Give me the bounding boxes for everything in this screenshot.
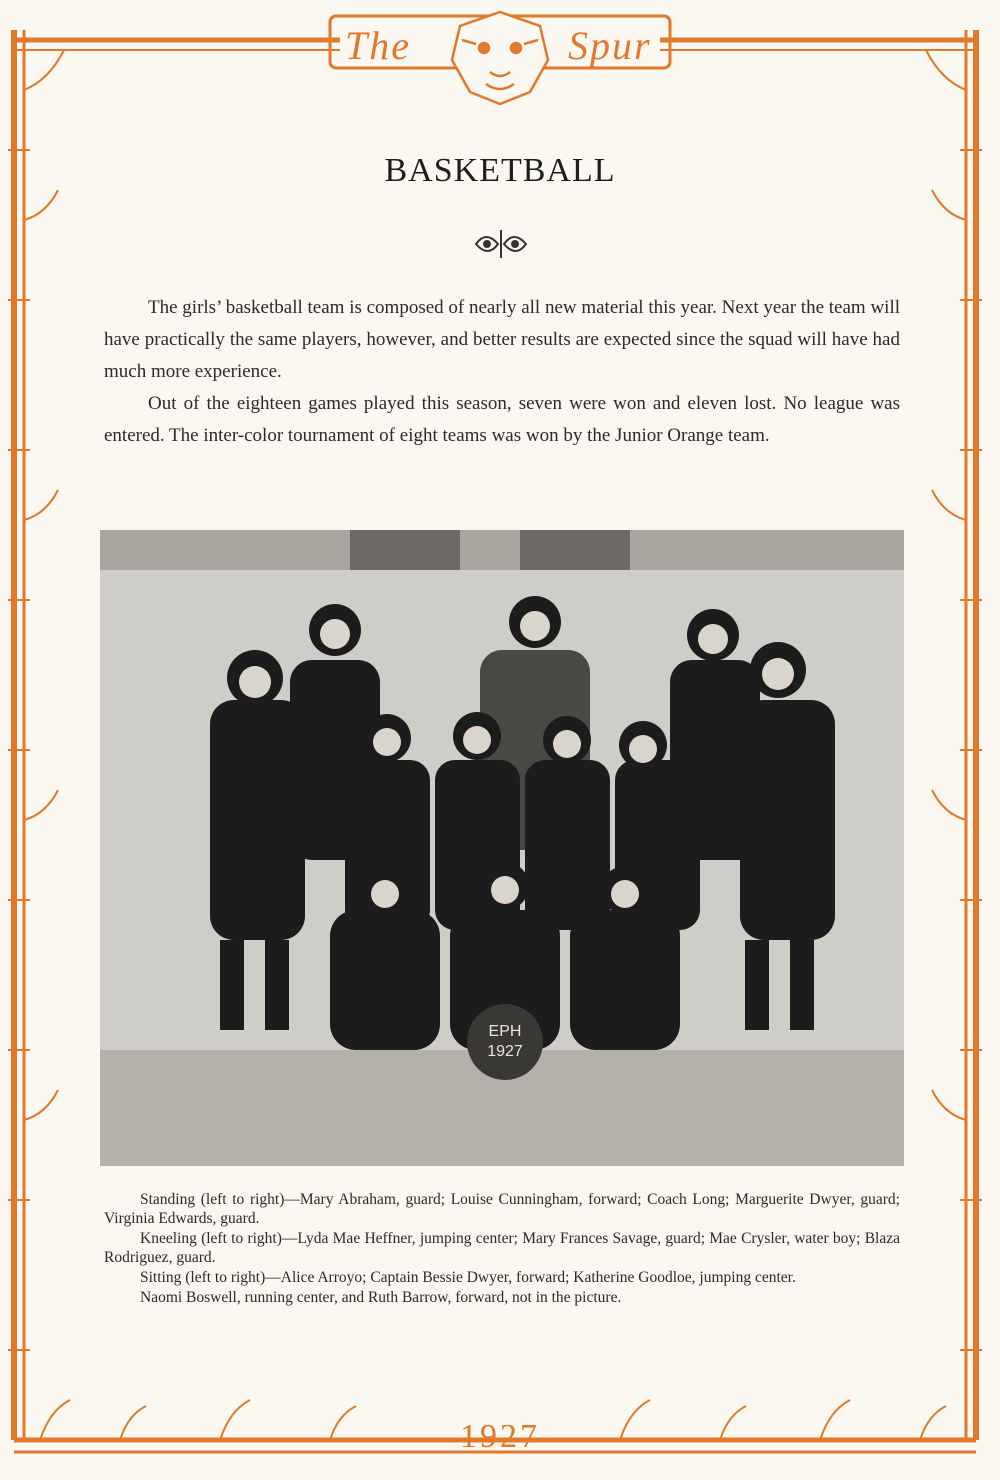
page-title: BASKETBALL [384, 152, 616, 189]
article-paragraph-1: The girls’ basketball team is composed of nearly all new material this year. Next year the team will have practically the same players, however, and better results are expected since the squad will have had much more experience. [104, 297, 901, 382]
caption-standing: Standing (left to right)—Mary Abraham, guard; Louise Cunningham, forward; Coach Long; Marguerite Dwyer, guard; Virginia Edwards, guard. [104, 1191, 900, 1227]
caption-sitting: Sitting (left to right)—Alice Arroyo; Captain Bessie Dwyer, forward; Katherine Goodloe, jumping center. [140, 1269, 796, 1286]
article-paragraph-2: Out of the eighteen games played this season, seven were won and eleven lost. No league was entered. The inter-color tournament of eight teams was won by the Junior Orange team. [104, 393, 900, 446]
tiger-head-icon [452, 12, 548, 104]
header-word-spur: Spur [568, 23, 652, 68]
team-photograph [100, 530, 904, 1166]
photo-caption [104, 1190, 900, 1308]
caption-kneeling: Kneeling (left to right)—Lyda Mae Heffner, jumping center; Mary Frances Savage, guard; Mae Crysler, water boy; Blaza Rodriguez, guard. [104, 1230, 900, 1266]
fleuron-ornament-icon [470, 226, 532, 262]
footer-year: 1927 [460, 1418, 540, 1455]
article-body [104, 292, 900, 452]
ball-text-year: 1927 [487, 1043, 523, 1060]
ball-text-initials: EPH [488, 1023, 522, 1040]
header-word-the: The [345, 23, 411, 68]
caption-absent: Naomi Boswell, running center, and Ruth Barrow, forward, not in the picture. [140, 1289, 622, 1306]
